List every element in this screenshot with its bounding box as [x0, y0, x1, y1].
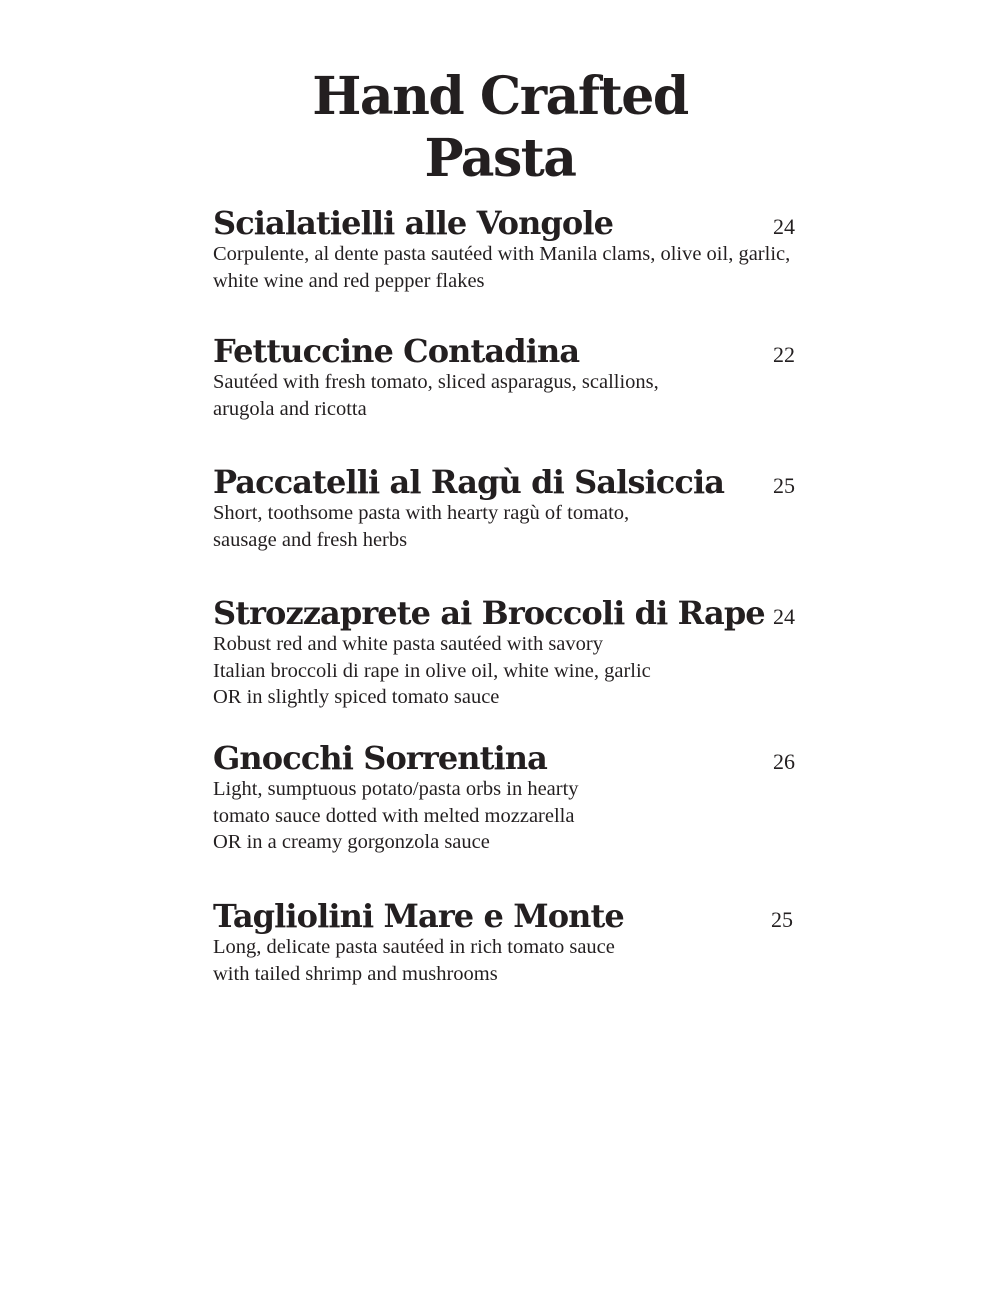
menu-item-description-line: Long, delicate pasta sautéed in rich tomato sauce — [213, 936, 615, 958]
menu-item-price: 24 — [773, 214, 795, 239]
menu-item-tagliolini — [213, 898, 853, 987]
menu-item-description-line: OR in a creamy gorgonzola sauce — [213, 831, 490, 853]
menu-item-price: 25 — [771, 907, 793, 932]
menu-item-name: Fettuccine Contadina — [213, 332, 580, 370]
menu-item-description — [213, 500, 853, 553]
menu-item-gnocchi — [213, 740, 853, 856]
menu-item-price: 26 — [773, 749, 795, 774]
menu-item-name: Gnocchi Sorrentina — [213, 739, 548, 777]
menu-item-price: 22 — [773, 342, 795, 367]
menu-item-description-line: Corpulente, al dente pasta sautéed with Manila clams, olive oil, garlic, — [213, 243, 791, 265]
menu-item-strozzaprete — [213, 595, 853, 711]
menu-item-description-line: white wine and red pepper flakes — [213, 269, 485, 292]
menu-title-line-1: Hand Crafted — [312, 66, 688, 127]
menu-item-description — [213, 241, 853, 294]
menu-title-line-2: Pasta — [424, 128, 576, 189]
menu-title — [0, 66, 1000, 190]
menu-item-description — [213, 369, 853, 422]
menu-item-price: 25 — [773, 473, 795, 498]
menu-item-name: Tagliolini Mare e Monte — [213, 897, 624, 935]
menu-item-name: Strozzaprete ai Broccoli di Rape — [213, 594, 765, 632]
menu-item-description-line: Robust red and white pasta sautéed with savory — [213, 633, 603, 655]
menu-item-description-line: tomato sauce dotted with melted mozzarella — [213, 804, 575, 827]
menu-item-name: Scialatielli alle Vongole — [213, 204, 614, 242]
menu-item-description-line: Sautéed with fresh tomato, sliced asparagus, scallions, — [213, 371, 659, 393]
menu-item-price: 24 — [773, 604, 795, 629]
menu-item-scialatielli — [213, 205, 853, 294]
menu-item-name: Paccatelli al Ragù di Salsiccia — [213, 463, 725, 501]
menu-item-description-line: Light, sumptuous potato/pasta orbs in hearty — [213, 778, 579, 800]
menu-item-description-line: sausage and fresh herbs — [213, 528, 408, 551]
menu-item-paccatelli — [213, 464, 853, 553]
menu-item-description — [213, 631, 853, 711]
menu-item-description-line: OR in slightly spiced tomato sauce — [213, 686, 500, 708]
menu-item-description — [213, 776, 853, 856]
menu-item-description-line: Italian broccoli di rape in olive oil, white wine, garlic — [213, 659, 651, 682]
menu-item-description-line: arugola and ricotta — [213, 397, 367, 420]
menu-item-fettuccine — [213, 333, 853, 422]
menu-item-description-line: Short, toothsome pasta with hearty ragù of tomato, — [213, 502, 630, 524]
menu-item-description-line: with tailed shrimp and mushrooms — [213, 962, 498, 985]
menu-item-description — [213, 934, 853, 987]
